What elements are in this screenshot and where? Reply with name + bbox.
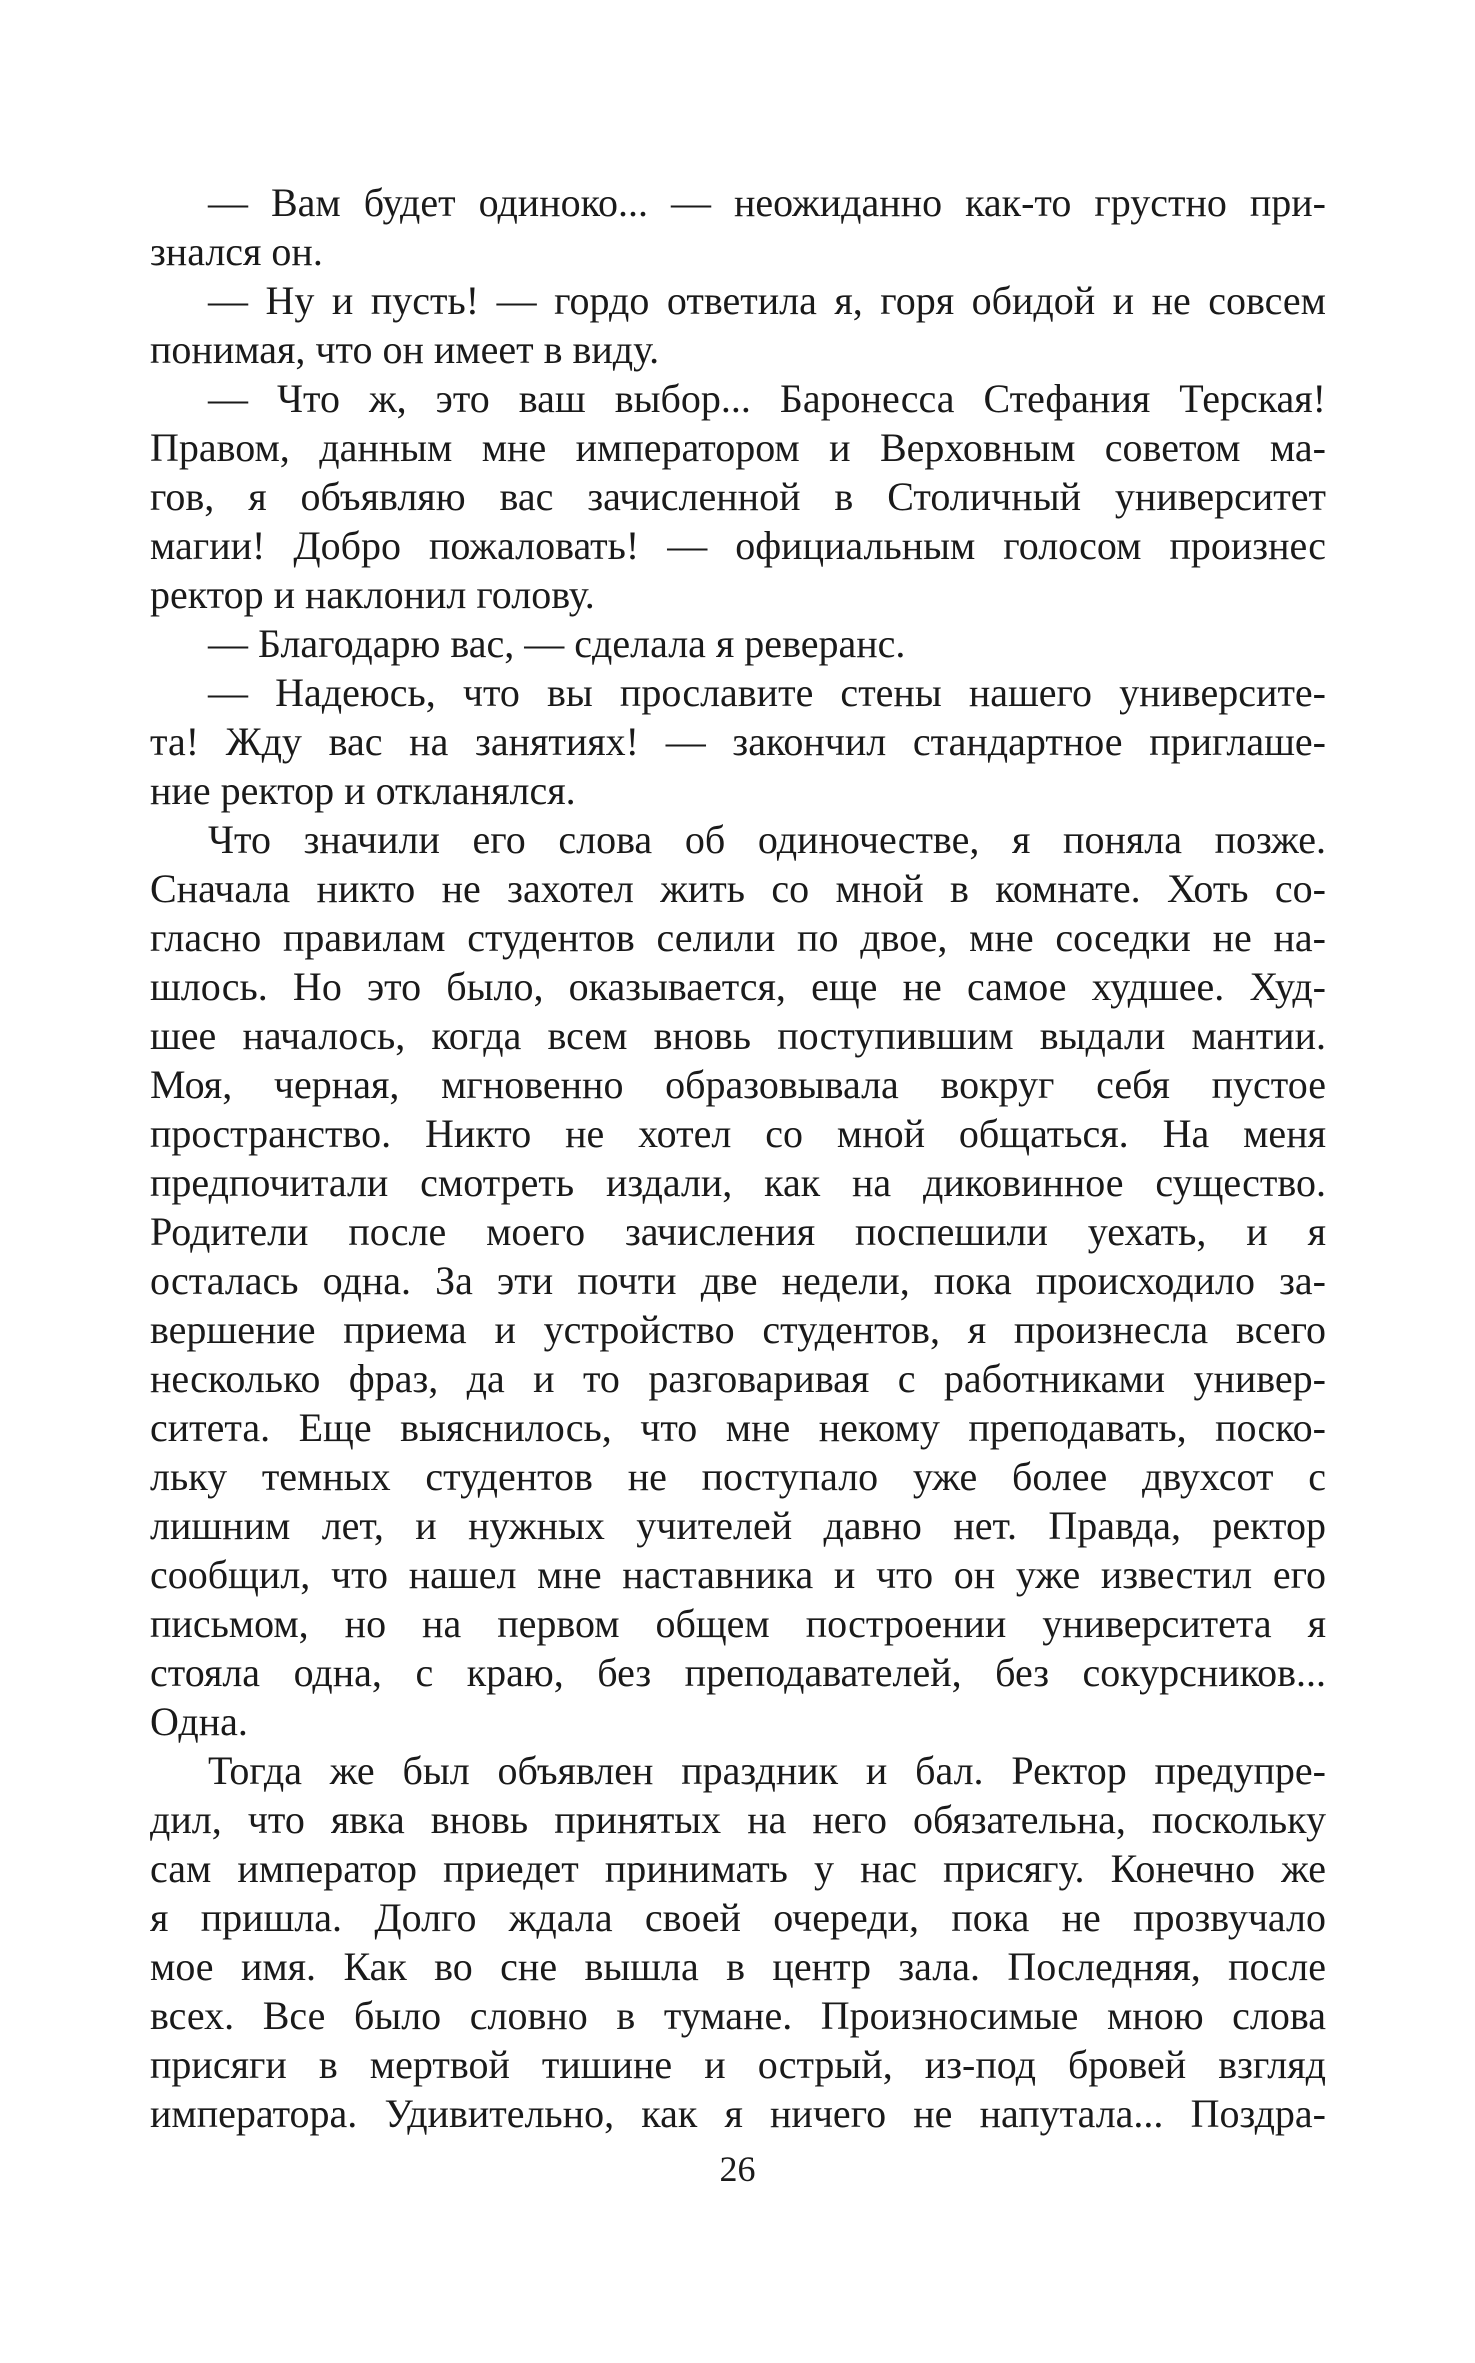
text-line: шлось. Но это было, оказывается, еще не самое худшее. Худ- <box>150 964 1326 1009</box>
text-line: гласно правилам студентов селили по двое, мне соседки не на- <box>150 915 1326 960</box>
text-line: понимая, что он имеет в виду. <box>150 327 660 372</box>
text-line: сам император приедет принимать у нас присягу. Конечно же <box>150 1846 1326 1891</box>
text-line: Что значили его слова об одиночестве, я поняла позже. <box>208 817 1326 862</box>
text-line: Сначала никто не захотел жить со мной в комнате. Хоть со- <box>150 866 1326 911</box>
text-line: я пришла. Долго ждала своей очереди, пока не прозвучало <box>150 1895 1326 1940</box>
text-line: сообщил, что нашел мне наставника и что он уже известил его <box>150 1552 1326 1597</box>
text-line: шее началось, когда всем вновь поступившим выдали мантии. <box>150 1013 1326 1058</box>
text-line: Тогда же был объявлен праздник и бал. Ректор предупре- <box>208 1748 1326 1793</box>
text-line: Родители после моего зачисления поспешили уехать, и я <box>150 1209 1326 1254</box>
text-line: Правом, данным мне императором и Верховным советом ма- <box>150 425 1326 470</box>
text-line: Одна. <box>150 1699 248 1744</box>
text-line: — Надеюсь, что вы прославите стены нашего университе- <box>208 670 1326 715</box>
text-line: лишним лет, и нужных учителей давно нет. Правда, ректор <box>150 1503 1326 1548</box>
text-line: императора. Удивительно, как я ничего не напутала... Поздра- <box>150 2091 1326 2136</box>
text-line: — Вам будет одиноко... — неожиданно как-то грустно при- <box>208 180 1326 225</box>
text-line: — Что ж, это ваш выбор... Баронесса Стефания Терская! <box>208 376 1326 421</box>
text-line: знался он. <box>150 229 323 274</box>
text-line: всех. Все было словно в тумане. Произносимые мною слова <box>150 1993 1326 2038</box>
text-line: осталась одна. За эти почти две недели, пока происходило за- <box>150 1258 1326 1303</box>
text-line: ректор и наклонил голову. <box>150 572 595 617</box>
text-line: ние ректор и откланялся. <box>150 768 576 813</box>
page-body <box>150 178 1326 2138</box>
text-line: — Благодарю вас, — сделала я реверанс. <box>208 621 906 666</box>
text-line: ситета. Еще выяснилось, что мне некому преподавать, поско- <box>150 1405 1326 1450</box>
text-line: льку темных студентов не поступало уже более двухсот с <box>150 1454 1326 1499</box>
text-line: гов, я объявляю вас зачисленной в Столичный университет <box>150 474 1326 519</box>
text-line: письмом, но на первом общем построении университета я <box>150 1601 1326 1646</box>
text-line: мое имя. Как во сне вышла в центр зала. Последняя, после <box>150 1944 1326 1989</box>
text-line: — Ну и пусть! — гордо ответила я, горя обидой и не совсем <box>208 278 1326 323</box>
text-line: присяги в мертвой тишине и острый, из-под бровей взгляд <box>150 2042 1326 2087</box>
text-line: магии! Добро пожаловать! — официальным голосом произнес <box>150 523 1326 568</box>
page-number: 26 <box>719 2149 756 2189</box>
text-line: стояла одна, с краю, без преподавателей, без сокурсников... <box>150 1650 1326 1695</box>
text-line: Моя, черная, мгновенно образовывала вокруг себя пустое <box>150 1062 1326 1107</box>
text-line: дил, что явка вновь принятых на него обязательна, поскольку <box>150 1797 1326 1842</box>
text-line: несколько фраз, да и то разговаривая с работниками универ- <box>150 1356 1326 1401</box>
text-line: та! Жду вас на занятиях! — закончил стандартное приглаше- <box>150 719 1326 764</box>
text-line: пространство. Никто не хотел со мной общаться. На меня <box>150 1111 1326 1156</box>
text-line: предпочитали смотреть издали, как на диковинное существо. <box>150 1160 1326 1205</box>
text-line: вершение приема и устройство студентов, я произнесла всего <box>150 1307 1326 1352</box>
